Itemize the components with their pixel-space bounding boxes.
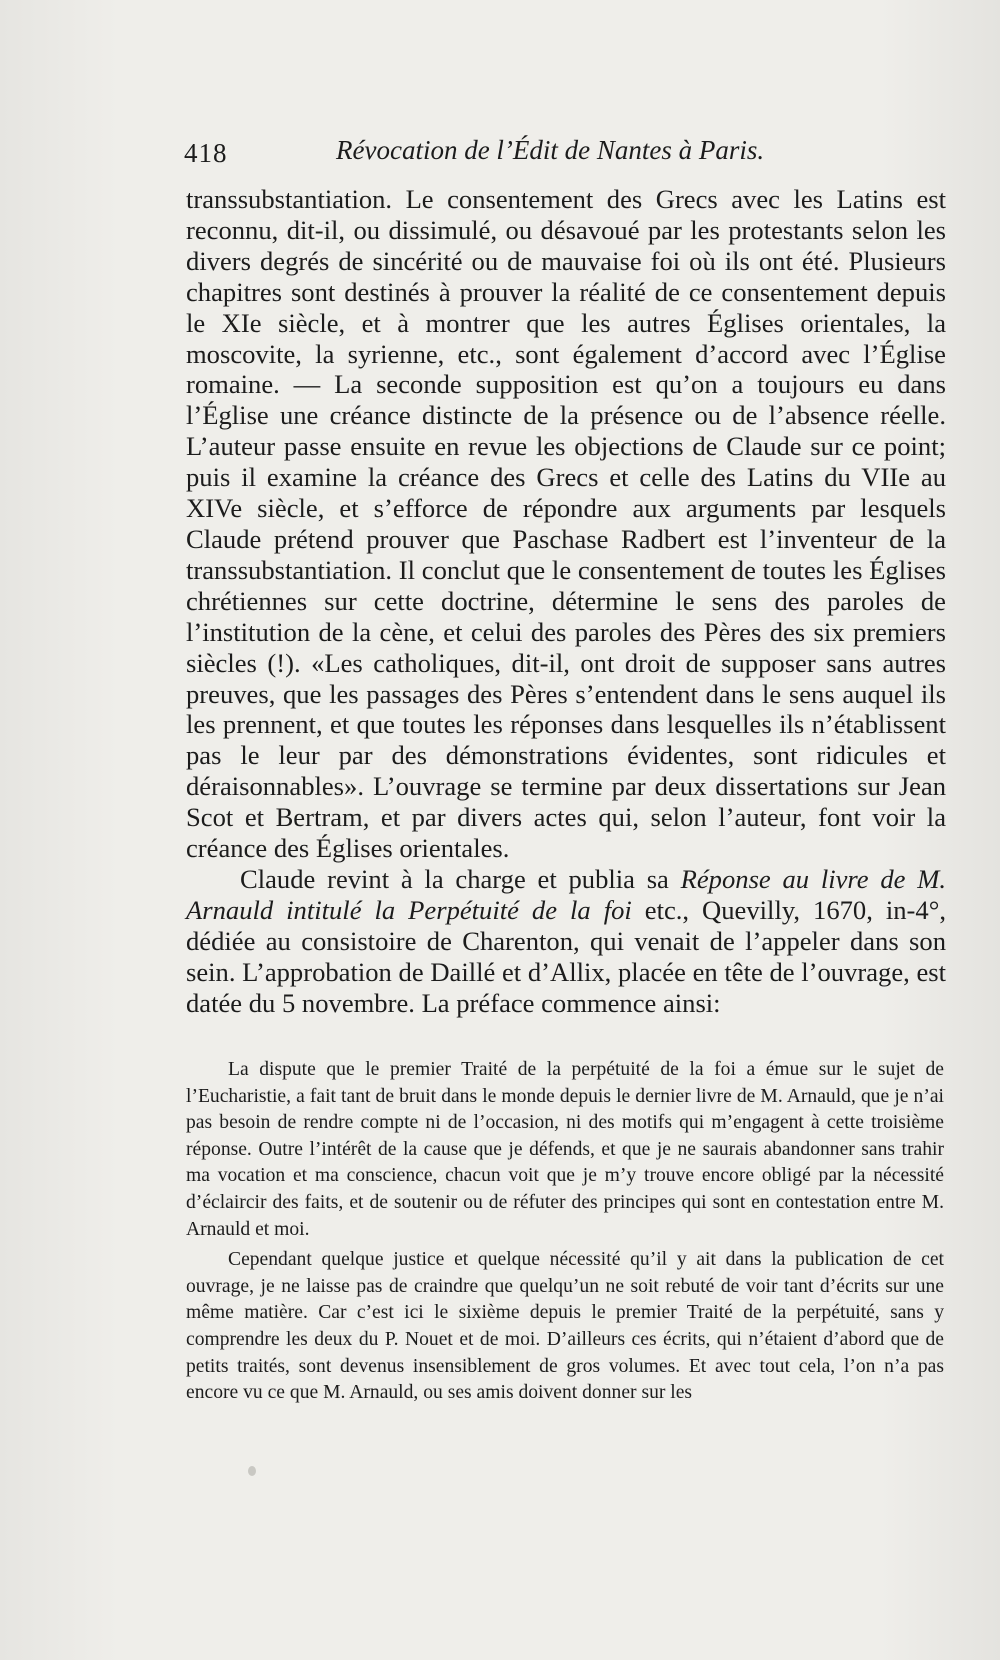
body-paragraph bbox=[186, 864, 946, 1019]
ink-spot bbox=[248, 1466, 256, 1476]
body-paragraph: transsubstantiation. Le consentement des Grecs avec les Latins est reconnu, dit-il, ou dissimulé, ou désavoué par les protestants selon les divers degrés de sincérité ou de mauvaise foi où ils ont été. Plusieurs chapitres sont destinés à prouver la réalité de ce consentement depuis le XIe siècle, et à montrer que les autres Églises orientales, la moscovite, la syrienne, etc., sont également d’accord avec l’Église romaine. — La seconde supposition est qu’on a toujours eu dans l’Église une créance distincte de la présence ou de l’absence réelle. L’auteur passe ensuite en revue les objections de Claude sur ce point; puis il examine la créance des Grecs et celle des Latins du VIIe au XIVe siècle, et s’efforce de répondre aux arguments par lesquels Claude prétend prouver que Paschase Radbert est l’inventeur de la transsubstantiation. Il conclut que le consentement de toutes les Églises chrétiennes sur cette doctrine, détermine le sens des paroles de l’institution de la cène, et celui des paroles des Pères des six premiers siècles (!). «Les catholiques, dit-il, ont droit de supposer sans autres preuves, que les passages des Pères s’entendent dans le sens auquel ils les prennent, et que toutes les réponses dans lesquelles ils n’établissent pas le leur par des démonstrations évidentes, sont ridicules et déraisonnables». L’ouvrage se termine par deux dissertations sur Jean Scot et Bertram, et par divers actes qui, selon l’auteur, font voir la créance des Églises orientales. bbox=[186, 184, 946, 864]
running-title: Révocation de l’Édit de Nantes à Paris. bbox=[336, 135, 765, 165]
body-text-run: Claude revint à la charge et publia sa bbox=[240, 863, 681, 894]
block-quotation bbox=[186, 1057, 944, 1411]
page-header bbox=[184, 130, 794, 170]
quote-paragraph: La dispute que le premier Traité de la perpétuité de la foi a émue sur le sujet de l’Eucharistie, a fait tant de bruit dans le monde depuis le dernier livre de M. Arnauld, que je n’ai pas besoin de rendre compte ni de l’occasion, ni des motifs qui m’engagent à cette troisième réponse. Outre l’intérêt de la cause que je défends, et que je ne saurais abandonner sans trahir ma vocation et ma conscience, chacun voit que je m’y trouve encore obligé par la nécessité d’éclaircir des faits, et de soutenir ou de réfuter des principes qui sont en contestation entre M. Arnauld et moi. bbox=[186, 1059, 944, 1240]
main-text bbox=[186, 184, 946, 1018]
body-text-run: etc., Quevilly, 1670, in-4°, dédiée au consistoire de Charenton, qui venait de l’appeler dans son sein. L’approbation de Daillé et d’Allix, placée en tête de l’ouvrage, est datée du 5 novembre. La préface commence ainsi: bbox=[186, 894, 946, 1018]
cited-work-title: Réponse au livre de M. Arnauld intitulé la Perpétuité de la foi bbox=[186, 863, 946, 925]
page-number: 418 bbox=[184, 138, 228, 168]
quote-paragraph: Cependant quelque justice et quelque nécessité qu’il y ait dans la publication de cet ouvrage, je ne laisse pas de craindre que quelqu’un ne soit rebuté de voir tant d’écrits sur une même matière. Car c’est ici le sixième depuis le premier Traité de la perpétuité, sans y comprendre les deux du P. Nouet et de moi. D’ailleurs ces écrits, qui n’étaient d’abord que de petits traités, sont devenus insensiblement de gros volumes. Et avec tout cela, l’on n’a pas encore vu ce que M. Arnauld, ou ses amis doivent donner sur les bbox=[186, 1249, 944, 1404]
